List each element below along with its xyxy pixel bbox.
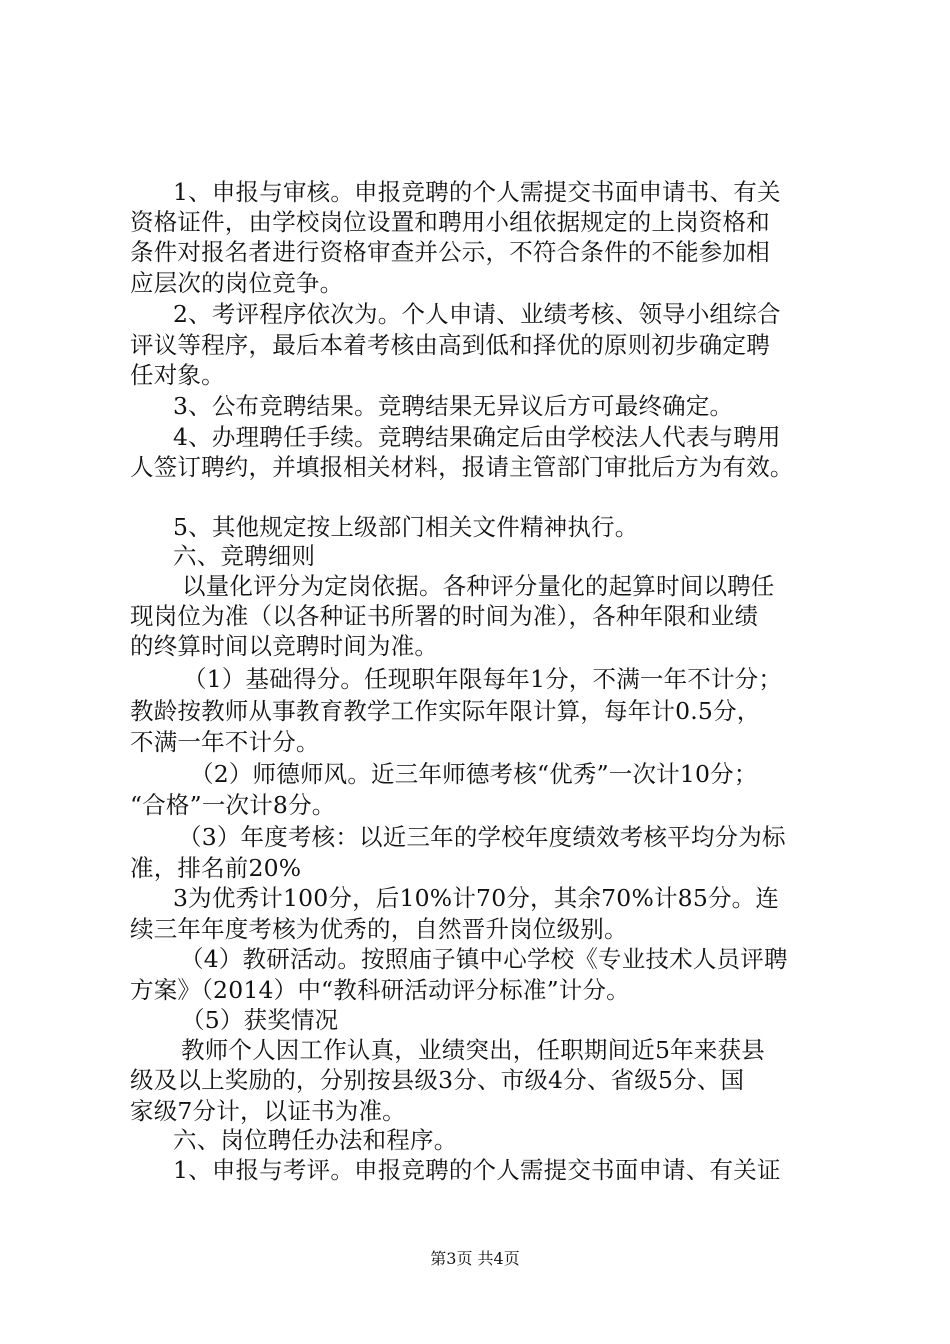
text-line: 任对象。 bbox=[130, 361, 225, 389]
text-line: 评议等程序，最后本着考核由高到低和择优的原则初步确定聘 bbox=[130, 331, 770, 359]
text-line: 应层次的岗位竞争。 bbox=[130, 269, 344, 297]
text-line: 以量化评分为定岗依据。各种评分量化的起算时间以聘任 bbox=[182, 572, 775, 600]
text-line: 方案》（2014）中“教科研活动评分标准”计分。 bbox=[130, 976, 630, 1004]
text-line: （3）年度考核：以近三年的学校年度绩效考核平均分为标 bbox=[178, 823, 786, 851]
text-line: 续三年年度考核为优秀的，自然晋升岗位级别。 bbox=[130, 915, 628, 943]
text-line: 家级7分计，以证书为准。 bbox=[130, 1097, 406, 1125]
text-line: 不满一年不计分。 bbox=[130, 728, 320, 756]
text-line: 教师个人因工作认真，业绩突出，任职期间近5年来获县 bbox=[181, 1036, 765, 1064]
text-line: 1、申报与审核。申报竞聘的个人需提交书面申请书、有关 bbox=[173, 178, 781, 206]
text-line: 2、考评程序依次为。个人申请、业绩考核、领导小组综合 bbox=[173, 300, 781, 328]
text-line: 现岗位为准（以各种证书所署的时间为准），各种年限和业绩 bbox=[130, 602, 759, 630]
text-line: （5）获奖情况 bbox=[181, 1006, 339, 1034]
text-line: “合格”一次计8分。 bbox=[130, 791, 336, 819]
text-line: 5、其他规定按上级部门相关文件精神执行。 bbox=[173, 513, 639, 541]
text-line: 教龄按教师从事教育教学工作实际年限计算，每年计0.5分， bbox=[130, 697, 761, 725]
text-line: （1）基础得分。任现职年限每年1分，不满一年不计分； bbox=[183, 665, 783, 693]
text-line: 1、申报与考评。申报竞聘的个人需提交书面申请、有关证 bbox=[173, 1156, 781, 1184]
text-line: 4、办理聘任手续。竞聘结果确定后由学校法人代表与聘用 bbox=[173, 423, 781, 451]
section-heading: 六、竞聘细则 bbox=[173, 542, 316, 570]
text-line: 准，排名前20% bbox=[130, 854, 302, 882]
text-line: （4）教研活动。按照庙子镇中心学校《专业技术人员评聘 bbox=[180, 945, 788, 973]
text-line: 级及以上奖励的，分别按县级3分、市级4分、省级5分、国 bbox=[130, 1066, 745, 1094]
page-footer: 第3页 共4页 bbox=[430, 1249, 520, 1268]
text-line: 3为优秀计100分，后10%计70分，其余70%计85分。连 bbox=[173, 884, 780, 912]
text-line: 条件对报名者进行资格审查并公示，不符合条件的不能参加相 bbox=[130, 238, 770, 266]
text-line: 的终算时间以竞聘时间为准。 bbox=[130, 632, 439, 660]
text-line: （2）师德师风。近三年师德考核“优秀”一次计10分； bbox=[190, 760, 758, 788]
text-line: 3、公布竞聘结果。竞聘结果无异议后方可最终确定。 bbox=[173, 392, 734, 420]
text-line: 人签订聘约，并填报相关材料，报请主管部门审批后方为有效。 bbox=[130, 453, 794, 481]
text-line: 资格证件，由学校岗位设置和聘用小组依据规定的上岗资格和 bbox=[130, 208, 770, 236]
section-heading: 六、岗位聘任办法和程序。 bbox=[173, 1126, 458, 1154]
